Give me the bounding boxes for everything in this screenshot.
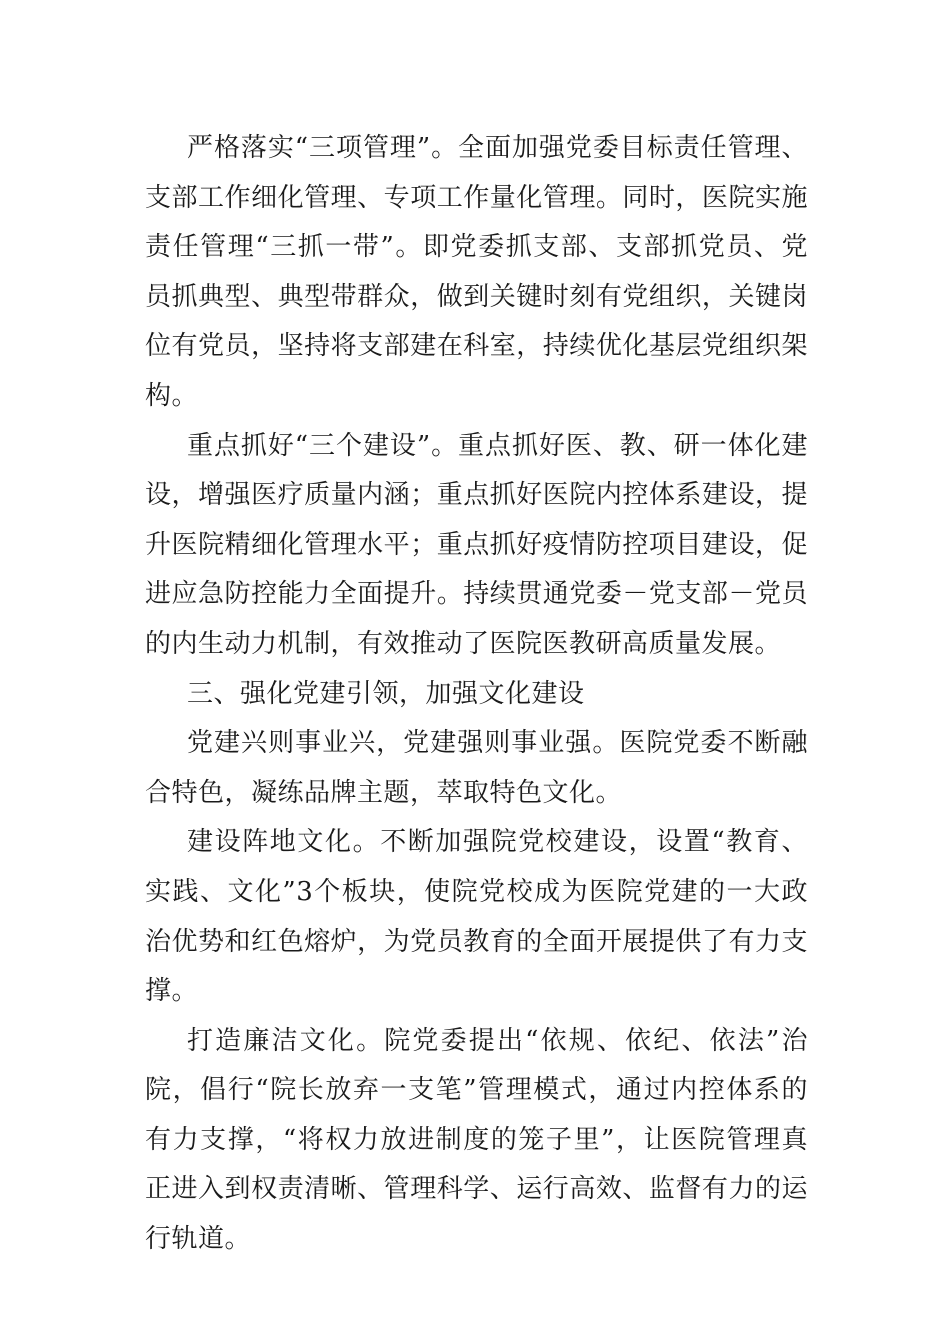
paragraph-position-culture: 建设阵地文化。不断加强院党校建设，设置“教育、实践、文化”3个板块，使院党校成为医院党建的一大政治优势和红色熔炉，为党员教育的全面开展提供了有力支撑。: [145, 827, 808, 1007]
paragraph-party-building: 党建兴则事业兴，党建强则事业强。医院党委不断融合特色，凝练品牌主题，萃取特色文化。: [145, 728, 808, 808]
section-heading: 三、强化党建引领，加强文化建设: [187, 678, 585, 709]
document-page: [145, 124, 808, 1265]
paragraph-integrity-culture: 打造廉洁文化。院党委提出“依规、依纪、依法”治院，倡行“院长放弃一支笔”管理模式，通过内控体系的有力支撑，“将权力放进制度的笼子里”，让医院管理真正进入到权责清晰、管理科学、运行高效、监督有力的运行轨道。: [145, 1025, 808, 1255]
paragraph-three-constructions: 重点抓好“三个建设”。重点抓好医、教、研一体化建设，增强医疗质量内涵；重点抓好医院内控体系建设，提升医院精细化管理水平；重点抓好疫情防控项目建设，促进应急防控能力全面提升。持续贯通党委－党支部－党员的内生动力机制，有效推动了医院医教研高质量发展。: [145, 430, 808, 659]
paragraph-three-managements: 严格落实“三项管理”。全面加强党委目标责任管理、支部工作细化管理、专项工作量化管理。同时，医院实施责任管理“三抓一带”。即党委抓支部、支部抓党员、党员抓典型、典型带群众，做到关键时刻有党组织，关键岗位有党员，坚持将支部建在科室，持续优化基层党组织架构。: [145, 133, 808, 411]
